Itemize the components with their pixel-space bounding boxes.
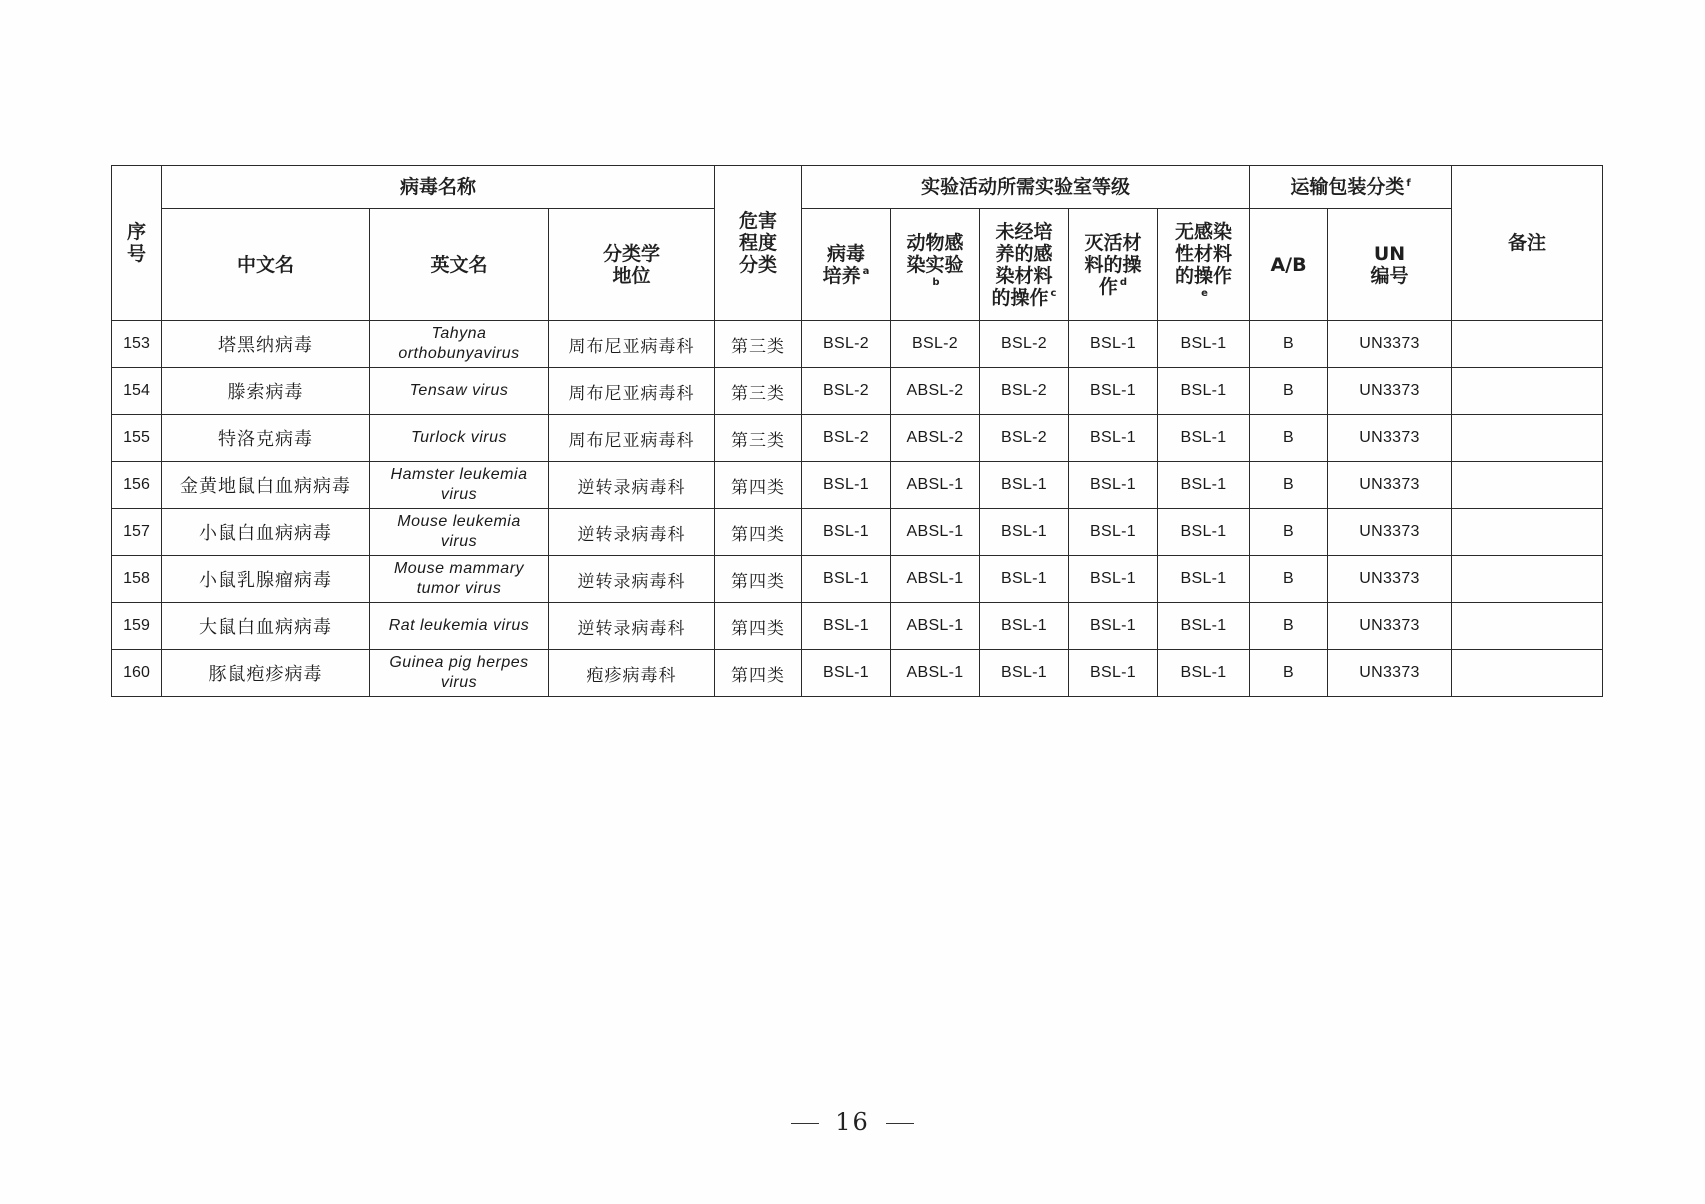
cell-virus-culture: BSL-1 — [802, 603, 891, 650]
cell-ab: B — [1250, 650, 1328, 697]
name-en-line: Turlock virus — [411, 429, 507, 446]
header-un-number: UN 编号 — [1328, 209, 1452, 321]
table-row — [112, 321, 1603, 368]
cell-seq: 154 — [112, 368, 162, 415]
cell-name-cn: 滕索病毒 — [162, 368, 370, 415]
cell-name-en — [370, 650, 549, 697]
cell-un-number: UN3373 — [1328, 462, 1452, 509]
cell-uncultured-material: BSL-2 — [980, 415, 1069, 462]
header-taxonomy: 分类学 地位 — [549, 209, 715, 321]
cell-un-number: UN3373 — [1328, 509, 1452, 556]
name-en-line: virus — [440, 674, 478, 691]
header-noninfectious-material: 无感染 性材料 的操作 $^e$ — [1158, 209, 1250, 321]
cell-taxonomy: 周布尼亚病毒科 — [549, 368, 715, 415]
cell-taxonomy: 逆转录病毒科 — [549, 603, 715, 650]
cell-name-cn: 大鼠白血病病毒 — [162, 603, 370, 650]
table-body — [112, 321, 1603, 697]
cell-inactivated-material: BSL-1 — [1069, 462, 1158, 509]
table-row — [112, 556, 1603, 603]
cell-seq: 153 — [112, 321, 162, 368]
cell-virus-culture: BSL-2 — [802, 415, 891, 462]
cell-name-en — [370, 321, 549, 368]
cell-remarks — [1452, 462, 1603, 509]
cell-inactivated-material: BSL-1 — [1069, 321, 1158, 368]
cell-ab: B — [1250, 321, 1328, 368]
cell-taxonomy: 逆转录病毒科 — [549, 509, 715, 556]
table-row — [112, 415, 1603, 462]
cell-noninfectious-material: BSL-1 — [1158, 556, 1250, 603]
cell-risk-class: 第四类 — [715, 603, 802, 650]
cell-remarks — [1452, 556, 1603, 603]
cell-taxonomy: 周布尼亚病毒科 — [549, 321, 715, 368]
cell-un-number: UN3373 — [1328, 321, 1452, 368]
cell-remarks — [1452, 415, 1603, 462]
cell-animal-infection: ABSL-1 — [891, 556, 980, 603]
cell-name-cn: 小鼠乳腺瘤病毒 — [162, 556, 370, 603]
page-footer — [0, 1108, 1705, 1136]
cell-risk-class: 第三类 — [715, 321, 802, 368]
name-en-line: Tensaw virus — [409, 382, 509, 399]
cell-ab: B — [1250, 509, 1328, 556]
cell-uncultured-material: BSL-1 — [980, 556, 1069, 603]
footer-dash-left — [791, 1123, 819, 1125]
cell-ab: B — [1250, 462, 1328, 509]
table-row — [112, 462, 1603, 509]
header-virus-name-group: 病毒名称 — [162, 166, 715, 209]
cell-uncultured-material: BSL-2 — [980, 368, 1069, 415]
cell-un-number: UN3373 — [1328, 650, 1452, 697]
cell-name-en — [370, 509, 549, 556]
cell-risk-class: 第四类 — [715, 650, 802, 697]
cell-noninfectious-material: BSL-1 — [1158, 368, 1250, 415]
header-lab-level-group: 实验活动所需实验室等级 — [802, 166, 1250, 209]
cell-uncultured-material: BSL-1 — [980, 462, 1069, 509]
header-remarks: 备注 — [1452, 166, 1603, 321]
cell-uncultured-material: BSL-1 — [980, 509, 1069, 556]
page-number: 16 — [835, 1108, 870, 1136]
header-inactivated-material: 灭活材 料的操 作 $^d$ — [1069, 209, 1158, 321]
cell-ab: B — [1250, 603, 1328, 650]
cell-virus-culture: BSL-1 — [802, 462, 891, 509]
name-en-line: Rat leukemia virus — [388, 617, 530, 634]
cell-virus-culture: BSL-1 — [802, 650, 891, 697]
cell-animal-infection: BSL-2 — [891, 321, 980, 368]
cell-un-number: UN3373 — [1328, 415, 1452, 462]
cell-seq: 156 — [112, 462, 162, 509]
cell-risk-class: 第三类 — [715, 415, 802, 462]
cell-inactivated-material: BSL-1 — [1069, 556, 1158, 603]
cell-risk-class: 第四类 — [715, 556, 802, 603]
cell-un-number: UN3373 — [1328, 556, 1452, 603]
cell-un-number: UN3373 — [1328, 603, 1452, 650]
cell-name-en — [370, 415, 549, 462]
cell-inactivated-material: BSL-1 — [1069, 368, 1158, 415]
table-row — [112, 509, 1603, 556]
cell-taxonomy: 周布尼亚病毒科 — [549, 415, 715, 462]
cell-inactivated-material: BSL-1 — [1069, 603, 1158, 650]
footer-dash-right — [886, 1123, 914, 1125]
cell-name-cn: 豚鼠疱疹病毒 — [162, 650, 370, 697]
cell-noninfectious-material: BSL-1 — [1158, 415, 1250, 462]
cell-seq: 155 — [112, 415, 162, 462]
cell-inactivated-material: BSL-1 — [1069, 650, 1158, 697]
header-uncultured-material: 未经培 养的感 染材料 的操作 $^c$ — [980, 209, 1069, 321]
cell-seq: 160 — [112, 650, 162, 697]
virus-classification-table — [111, 165, 1603, 697]
cell-virus-culture: BSL-1 — [802, 556, 891, 603]
name-en-line: Mouse leukemia — [397, 513, 521, 530]
cell-un-number: UN3373 — [1328, 368, 1452, 415]
cell-name-en — [370, 462, 549, 509]
name-en-line: virus — [440, 533, 478, 550]
cell-taxonomy: 疱疹病毒科 — [549, 650, 715, 697]
cell-name-cn: 特洛克病毒 — [162, 415, 370, 462]
cell-uncultured-material: BSL-2 — [980, 321, 1069, 368]
name-en-line: Tahyna — [431, 325, 487, 342]
cell-name-cn: 小鼠白血病病毒 — [162, 509, 370, 556]
header-seq: 序号 — [112, 166, 162, 321]
cell-risk-class: 第四类 — [715, 509, 802, 556]
table-row — [112, 650, 1603, 697]
cell-taxonomy: 逆转录病毒科 — [549, 556, 715, 603]
cell-name-en — [370, 603, 549, 650]
cell-uncultured-material: BSL-1 — [980, 603, 1069, 650]
cell-ab: B — [1250, 415, 1328, 462]
cell-taxonomy: 逆转录病毒科 — [549, 462, 715, 509]
cell-risk-class: 第三类 — [715, 368, 802, 415]
cell-noninfectious-material: BSL-1 — [1158, 650, 1250, 697]
cell-risk-class: 第四类 — [715, 462, 802, 509]
cell-name-en — [370, 556, 549, 603]
cell-inactivated-material: BSL-1 — [1069, 509, 1158, 556]
cell-noninfectious-material: BSL-1 — [1158, 462, 1250, 509]
cell-noninfectious-material: BSL-1 — [1158, 321, 1250, 368]
cell-remarks — [1452, 321, 1603, 368]
name-en-line: Guinea pig herpes — [389, 654, 529, 671]
cell-remarks — [1452, 368, 1603, 415]
cell-ab: B — [1250, 368, 1328, 415]
cell-virus-culture: BSL-1 — [802, 509, 891, 556]
header-virus-culture: 病毒 培养 $^a$ — [802, 209, 891, 321]
cell-virus-culture: BSL-2 — [802, 368, 891, 415]
cell-animal-infection: ABSL-1 — [891, 603, 980, 650]
header-risk-class: 危害 程度 分类 — [715, 166, 802, 321]
cell-virus-culture: BSL-2 — [802, 321, 891, 368]
cell-animal-infection: ABSL-1 — [891, 462, 980, 509]
cell-seq: 157 — [112, 509, 162, 556]
cell-name-cn: 塔黑纳病毒 — [162, 321, 370, 368]
name-en-line: Hamster leukemia — [390, 466, 528, 483]
cell-uncultured-material: BSL-1 — [980, 650, 1069, 697]
header-name-cn: 中文名 — [162, 209, 370, 321]
cell-noninfectious-material: BSL-1 — [1158, 603, 1250, 650]
cell-name-cn: 金黄地鼠白血病病毒 — [162, 462, 370, 509]
name-en-line: virus — [440, 486, 478, 503]
header-ab: A/B — [1250, 209, 1328, 321]
cell-name-en — [370, 368, 549, 415]
cell-animal-infection: ABSL-1 — [891, 509, 980, 556]
cell-seq: 158 — [112, 556, 162, 603]
cell-remarks — [1452, 603, 1603, 650]
cell-animal-infection: ABSL-2 — [891, 368, 980, 415]
cell-noninfectious-material: BSL-1 — [1158, 509, 1250, 556]
cell-animal-infection: ABSL-2 — [891, 415, 980, 462]
header-animal-infection: 动物感 染实验 $^b$ — [891, 209, 980, 321]
cell-remarks — [1452, 509, 1603, 556]
header-name-en: 英文名 — [370, 209, 549, 321]
cell-animal-infection: ABSL-1 — [891, 650, 980, 697]
table-row — [112, 368, 1603, 415]
name-en-line: tumor virus — [416, 580, 502, 597]
cell-remarks — [1452, 650, 1603, 697]
cell-ab: B — [1250, 556, 1328, 603]
name-en-line: Mouse mammary — [393, 560, 525, 577]
cell-seq: 159 — [112, 603, 162, 650]
header-transport-group: 运输包装分类 $^f$ — [1250, 166, 1452, 209]
table-row — [112, 603, 1603, 650]
cell-inactivated-material: BSL-1 — [1069, 415, 1158, 462]
name-en-line: orthobunyavirus — [398, 345, 520, 362]
